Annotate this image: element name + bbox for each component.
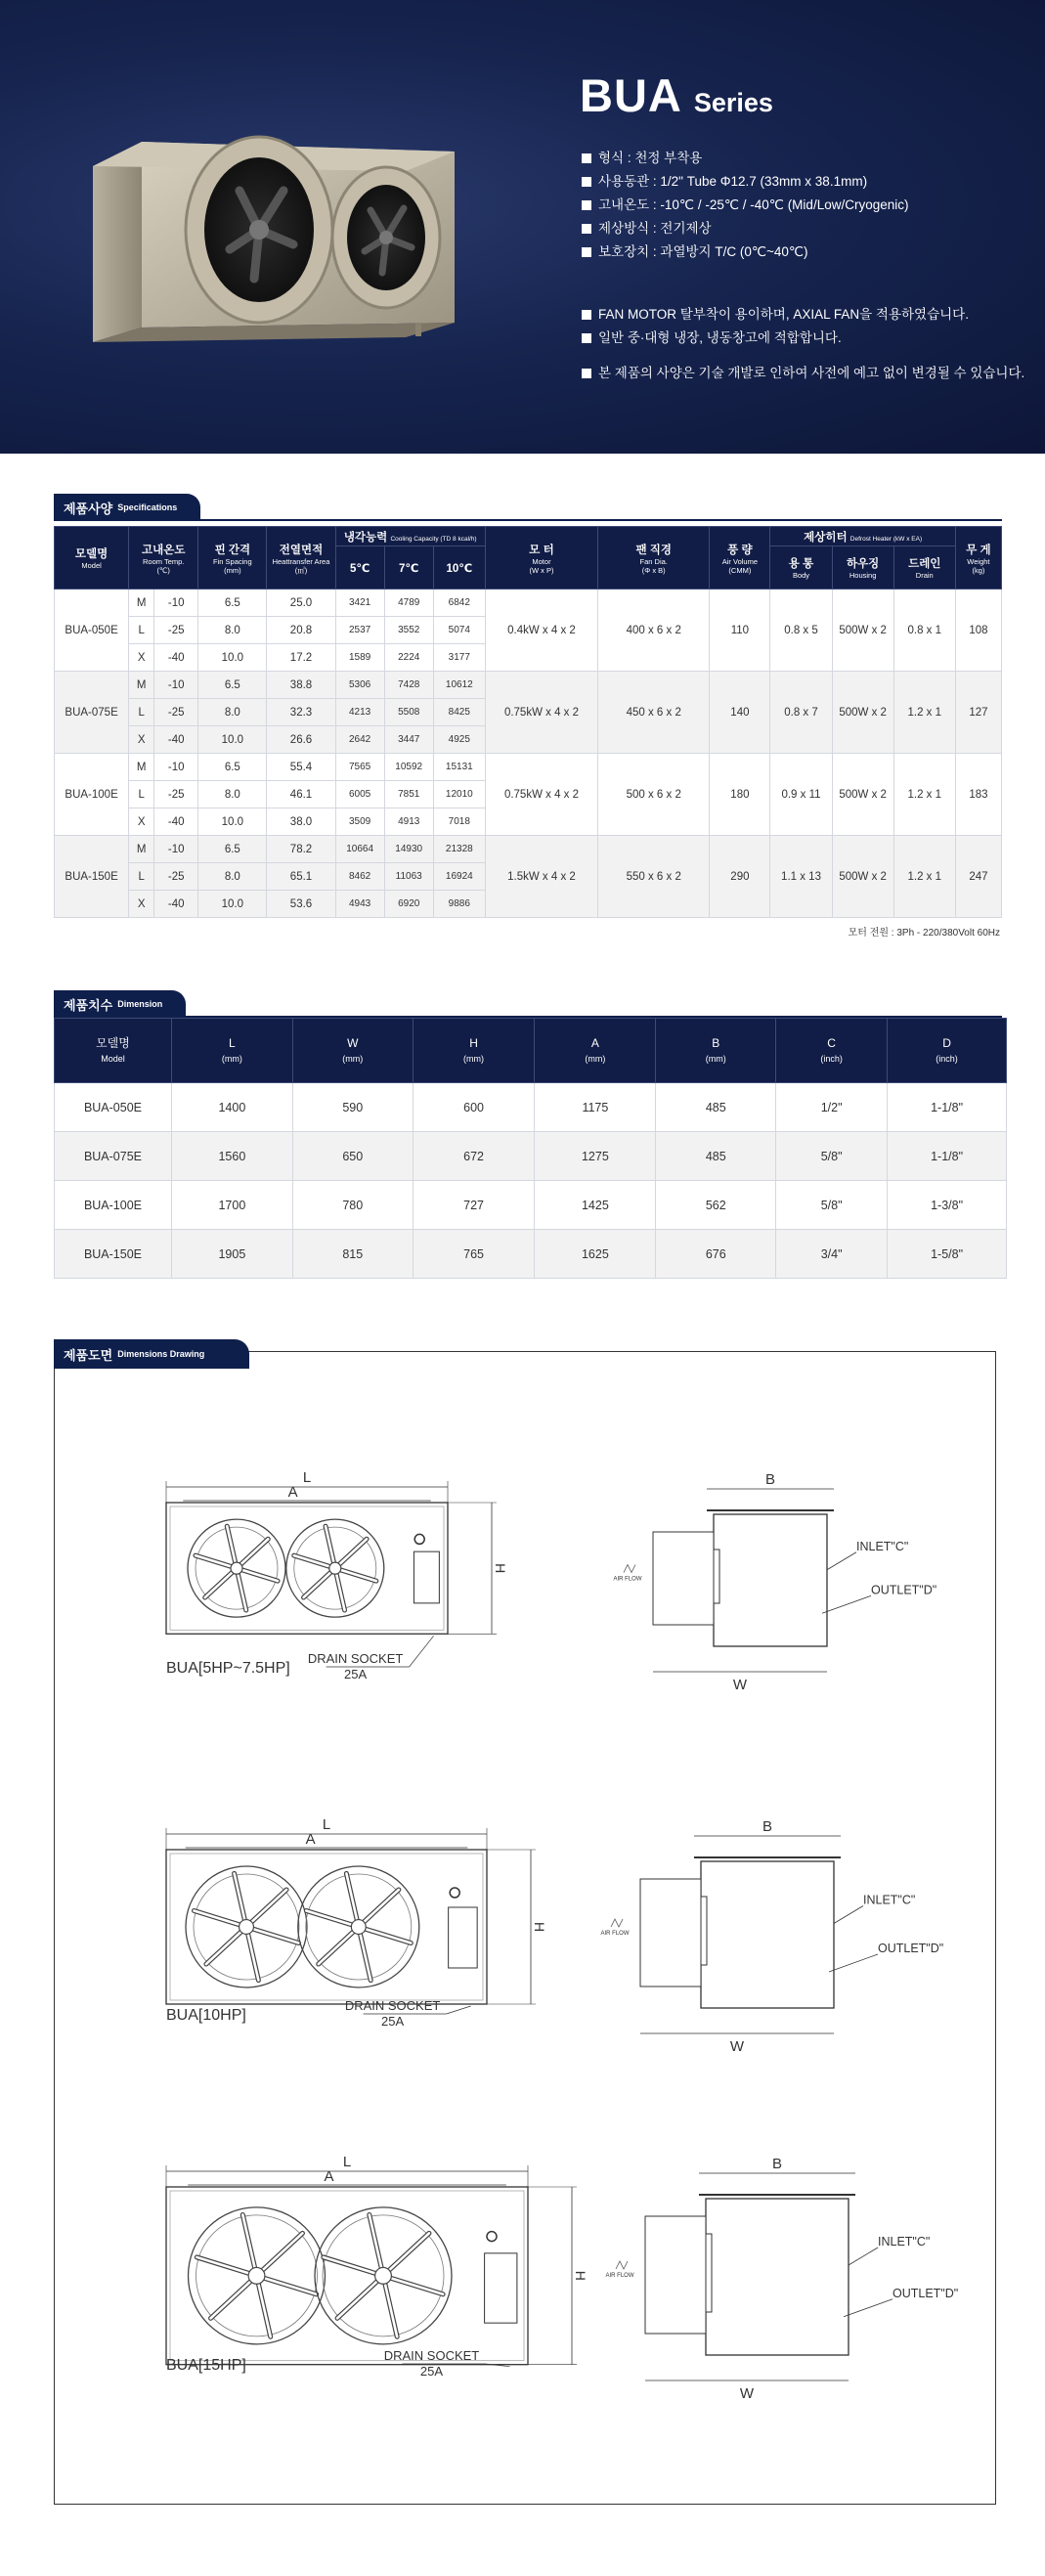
dim-cell: 765 [413,1230,535,1279]
cap7-cell: 10592 [384,754,433,781]
dim-col-header: B (mm) [656,1019,776,1083]
fan-hub [248,2267,265,2284]
cap10-cell: 15131 [433,754,485,781]
fan-cell: 450 x 6 x 2 [598,672,710,754]
drain-heater-cell: 1.2 x 1 [893,672,955,754]
cap10-cell: 6842 [433,589,485,617]
housing-heater-cell: 500W x 2 [832,836,893,918]
spec-item: 제상방식 : 전기제상 [582,217,1024,240]
fan-hub [231,1562,242,1574]
outlet-leader [822,1595,871,1613]
inlet-label: INLET"C" [863,1893,916,1907]
area-cell: 78.2 [267,836,335,863]
body-heater-cell: 1.1 x 13 [770,836,832,918]
cap5-cell: 2642 [335,726,384,754]
dim-cell: BUA-100E [55,1181,172,1230]
cap10-cell: 12010 [433,781,485,808]
dim-col-header: L (mm) [171,1019,292,1083]
feature-item: FAN MOTOR 탈부착이 용이하며, AXIAL FAN을 적용하였습니다. [582,303,1024,327]
class-cell: L [129,699,154,726]
dim-cell: 815 [292,1230,413,1279]
motor-cell: 1.5kW x 4 x 2 [485,836,597,918]
side-junction [706,2234,712,2312]
class-cell: X [129,726,154,754]
junction-box [485,2253,517,2323]
col-heater: 제상히터 Defrost Heater (kW x EA) [770,527,955,546]
col-air: 풍 량 Air Volume (CMM) [710,527,770,589]
col-area: 전열면적 Heattransfer Area (㎡) [267,527,335,589]
cap10-cell: 4925 [433,726,485,754]
fan-shroud [645,2216,706,2334]
dim-label-B: B [764,1471,776,1488]
weight-cell: 247 [955,836,1001,918]
dim-cell: 1275 [535,1132,656,1181]
fan-shroud [640,1879,701,1987]
drain-socket-label: DRAIN SOCKET [307,1651,404,1666]
dim-cell: 1-1/8" [888,1083,1007,1132]
motor-power-note: 모터 전원 : 3Ph - 220/380Volt 60Hz [848,928,1000,939]
cap7-cell: 3552 [384,617,433,644]
air-flow-label: AIR FLOW [605,2273,634,2279]
area-cell: 55.4 [267,754,335,781]
air-flow-label: AIR FLOW [600,1931,630,1937]
cap10-cell: 5074 [433,617,485,644]
col-cap-5: 5℃ [335,546,384,589]
temp-cell: -25 [154,863,198,891]
cap5-cell: 2537 [335,617,384,644]
inlet-leader [849,2248,878,2265]
fan-cell: 400 x 6 x 2 [598,589,710,672]
air-cell: 180 [710,754,770,836]
dim-cell: 672 [413,1132,535,1181]
cap7-cell: 3447 [384,726,433,754]
dim-label-L: L [342,2154,352,2170]
temp-cell: -40 [154,644,198,672]
temp-cell: -10 [154,836,198,863]
front-view-drawing [166,2154,588,2379]
dim-cell: 600 [413,1083,535,1132]
air-cell: 290 [710,836,770,918]
dim-cell: 727 [413,1181,535,1230]
cap10-cell: 9886 [433,891,485,918]
side-view-drawing [600,1818,943,2055]
side-body [706,2199,849,2355]
side-junction [714,1550,719,1603]
unit-body-outline [166,1850,487,2004]
dim-cell: 1700 [171,1181,292,1230]
cap5-cell: 4213 [335,699,384,726]
drain-heater-cell: 1.2 x 1 [893,754,955,836]
dim-label-H: H [532,1921,547,1933]
area-cell: 53.6 [267,891,335,918]
weight-cell: 108 [955,589,1001,672]
front-view-drawing [166,1816,547,2029]
area-cell: 20.8 [267,617,335,644]
spec-item: 형식 : 천정 부착용 [582,147,1024,170]
dim-col-header: A (mm) [535,1019,656,1083]
weight-cell: 127 [955,672,1001,754]
cap5-cell: 3509 [335,808,384,836]
fin-cell: 8.0 [198,699,267,726]
dim-col-header: W (mm) [292,1019,413,1083]
cap7-cell: 7851 [384,781,433,808]
spec-section-title: 제품사양 Specifications [54,494,200,521]
motor-cell: 0.75kW x 4 x 2 [485,672,597,754]
cap7-cell: 14930 [384,836,433,863]
cable-gland [414,1534,424,1544]
air-cell: 140 [710,672,770,754]
body-heater-cell: 0.9 x 11 [770,754,832,836]
dim-cell: 1560 [171,1132,292,1181]
class-cell: X [129,644,154,672]
motor-cell: 0.4kW x 4 x 2 [485,589,597,672]
motor-cell: 0.75kW x 4 x 2 [485,754,597,836]
outlet-label: OUTLET"D" [871,1583,937,1597]
fin-cell: 10.0 [198,808,267,836]
col-body: 용 통 Body [770,546,832,589]
class-cell: L [129,781,154,808]
dim-label-W: W [732,1677,748,1693]
model-cell: BUA-150E [55,836,129,918]
outlet-label: OUTLET"D" [893,2286,959,2300]
dim-cell: 1175 [535,1083,656,1132]
col-temp: 고내온도 Room Temp. (℃) [129,527,198,589]
fin-cell: 10.0 [198,726,267,754]
cap10-cell: 16924 [433,863,485,891]
dim-cell: 1-5/8" [888,1230,1007,1279]
fan-hub [239,1920,254,1935]
cap5-cell: 3421 [335,589,384,617]
cable-gland [487,2232,497,2242]
model-cell: BUA-075E [55,672,129,754]
fan-hub [375,2267,392,2284]
temp-cell: -40 [154,808,198,836]
dim-label-L: L [302,1469,312,1486]
dim-label-L: L [322,1816,331,1833]
cap5-cell: 1589 [335,644,384,672]
cap5-cell: 6005 [335,781,384,808]
dim-cell: 5/8" [776,1132,888,1181]
dim-cell: 485 [656,1132,776,1181]
drain-socket-label: DRAIN SOCKET [383,2348,480,2363]
outlet-leader [829,1954,878,1972]
fin-cell: 8.0 [198,863,267,891]
temp-cell: -10 [154,672,198,699]
fin-cell: 6.5 [198,589,267,617]
body-heater-cell: 0.8 x 5 [770,589,832,672]
inlet-label: INLET"C" [878,2235,931,2249]
side-junction [701,1897,707,1965]
dim-cell: 562 [656,1181,776,1230]
fan-cell: 500 x 6 x 2 [598,754,710,836]
fin-cell: 6.5 [198,754,267,781]
cap7-cell: 6920 [384,891,433,918]
fin-cell: 6.5 [198,836,267,863]
unit-body-outline [166,2187,528,2365]
fin-cell: 10.0 [198,891,267,918]
product-title: BUA Series [580,69,773,121]
temp-cell: -10 [154,754,198,781]
junction-box [449,1907,478,1968]
inlet-leader [834,1906,863,1924]
area-cell: 26.6 [267,726,335,754]
drain-heater-cell: 1.2 x 1 [893,836,955,918]
cap10-cell: 7018 [433,808,485,836]
model-cell: BUA-050E [55,589,129,672]
drain-socket-label: DRAIN SOCKET [344,1998,441,2013]
class-cell: X [129,808,154,836]
cap7-cell: 4789 [384,589,433,617]
spec-item: 고내온도 : -10℃ / -25℃ / -40℃ (Mid/Low/Cryogenic) [582,194,1024,217]
col-fan: 팬 직경 Fan Dia. (Φ x B) [598,527,710,589]
dim-cell: 5/8" [776,1181,888,1230]
fin-cell: 10.0 [198,644,267,672]
dim-cell: BUA-075E [55,1132,172,1181]
col-fin: 핀 간격 Fin Spacing (mm) [198,527,267,589]
cap7-cell: 4913 [384,808,433,836]
cap10-cell: 10612 [433,672,485,699]
area-cell: 32.3 [267,699,335,726]
dim-label-A: A [324,2168,334,2185]
cap5-cell: 7565 [335,754,384,781]
notice-item: 본 제품의 사양은 기술 개발로 인하여 사전에 예고 없이 변경될 수 있습니다. [582,362,1024,385]
drawing-model-label: BUA[5HP~7.5HP] [166,1660,290,1677]
dim-cell: BUA-050E [55,1083,172,1132]
drain-heater-cell: 0.8 x 1 [893,589,955,672]
spec-item: 사용동관 : 1/2" Tube Φ12.7 (33mm x 38.1mm) [582,170,1024,194]
dim-cell: 1/2" [776,1083,888,1132]
junction-box [414,1551,439,1603]
inlet-leader [827,1552,856,1570]
air-flow-icon [624,1565,635,1573]
cap5-cell: 5306 [335,672,384,699]
temp-cell: -40 [154,726,198,754]
fan-hub [329,1562,341,1574]
dim-label-A: A [287,1484,298,1501]
drain-size-label: 25A [381,2014,405,2029]
weight-cell: 183 [955,754,1001,836]
drawing-section-title: 제품도면 Dimensions Drawing [54,1339,249,1369]
temp-cell: -25 [154,699,198,726]
area-cell: 46.1 [267,781,335,808]
cap7-cell: 2224 [384,644,433,672]
cap7-cell: 11063 [384,863,433,891]
fin-cell: 8.0 [198,781,267,808]
cap5-cell: 8462 [335,863,384,891]
dim-cell: 590 [292,1083,413,1132]
dim-label-H: H [573,2270,588,2281]
fin-cell: 6.5 [198,672,267,699]
unit-body-outline [166,1503,448,1634]
dim-cell: 1400 [171,1083,292,1132]
dim-cell: 1-1/8" [888,1132,1007,1181]
outlet-label: OUTLET"D" [878,1942,944,1955]
front-view-drawing [166,1469,508,1681]
class-cell: M [129,836,154,863]
side-view-drawing [613,1471,936,1693]
dim-cell: 676 [656,1230,776,1279]
side-body [714,1514,827,1646]
dim-cell: 1625 [535,1230,656,1279]
class-cell: L [129,617,154,644]
drawing-model-label: BUA[10HP] [166,2007,246,2024]
area-cell: 65.1 [267,863,335,891]
dim-cell: 485 [656,1083,776,1132]
dim-cell: 1905 [171,1230,292,1279]
cap5-cell: 10664 [335,836,384,863]
dim-cell: 650 [292,1132,413,1181]
feature-item: 일반 중·대형 냉장, 냉동창고에 적합합니다. [582,327,1024,350]
air-flow-icon [611,1919,623,1927]
dim-label-A: A [305,1831,316,1848]
fan-hub [351,1920,366,1935]
dim-cell: BUA-150E [55,1230,172,1279]
air-flow-label: AIR FLOW [613,1576,642,1583]
side-view-drawing [605,2156,958,2402]
dim-label-B: B [762,1818,773,1835]
model-cell: BUA-100E [55,754,129,836]
dim-label-B: B [771,2156,783,2172]
dim-section-title: 제품치수 Dimension [54,990,186,1018]
dim-col-header: 모델명 Model [55,1019,172,1083]
spec-item: 보호장치 : 과열방지 T/C (0℃~40℃) [582,240,1024,264]
class-cell: M [129,672,154,699]
col-cap-7: 7℃ [384,546,433,589]
housing-heater-cell: 500W x 2 [832,672,893,754]
dim-cell: 1-3/8" [888,1181,1007,1230]
dim-col-header: C (inch) [776,1019,888,1083]
air-flow-icon [616,2261,628,2269]
class-cell: M [129,754,154,781]
cap10-cell: 8425 [433,699,485,726]
air-cell: 110 [710,589,770,672]
area-cell: 25.0 [267,589,335,617]
outlet-leader [844,2299,893,2317]
dim-label-W: W [729,2038,745,2055]
housing-heater-cell: 500W x 2 [832,589,893,672]
side-body [701,1861,834,2008]
drain-size-label: 25A [344,1667,368,1681]
col-cap-10: 10℃ [433,546,485,589]
class-cell: L [129,863,154,891]
body-heater-cell: 0.8 x 7 [770,672,832,754]
class-cell: M [129,589,154,617]
cap10-cell: 3177 [433,644,485,672]
fin-cell: 8.0 [198,617,267,644]
inlet-label: INLET"C" [856,1539,909,1553]
temp-cell: -40 [154,891,198,918]
cable-gland [450,1888,459,1898]
series-label: Series [693,88,773,117]
col-capacity: 냉각능력 Cooling Capacity (TD 8 kcal/h) [335,527,485,546]
temp-cell: -25 [154,781,198,808]
fan-cell: 550 x 6 x 2 [598,836,710,918]
fan-shroud [653,1532,714,1625]
dim-col-header: D (inch) [888,1019,1007,1083]
class-cell: X [129,891,154,918]
col-motor: 모 터 Motor (W x P) [485,527,597,589]
dim-cell: 1425 [535,1181,656,1230]
drain-leader [410,1636,434,1667]
col-model: 모델명 Model [55,527,129,589]
dim-col-header: H (mm) [413,1019,535,1083]
drain-leader [447,2006,471,2014]
area-cell: 38.8 [267,672,335,699]
col-housing: 하우징 Housing [832,546,893,589]
cap10-cell: 21328 [433,836,485,863]
cap7-cell: 7428 [384,672,433,699]
dim-label-W: W [739,2385,755,2402]
temp-cell: -25 [154,617,198,644]
dim-cell: 780 [292,1181,413,1230]
temp-cell: -10 [154,589,198,617]
area-cell: 38.0 [267,808,335,836]
cap7-cell: 5508 [384,699,433,726]
area-cell: 17.2 [267,644,335,672]
col-drain: 드레인 Drain [893,546,955,589]
col-weight: 무 게 Weight (kg) [955,527,1001,589]
drawing-model-label: BUA[15HP] [166,2357,246,2374]
dim-label-H: H [493,1563,508,1574]
housing-heater-cell: 500W x 2 [832,754,893,836]
cap5-cell: 4943 [335,891,384,918]
drain-size-label: 25A [419,2364,444,2379]
dim-cell: 3/4" [776,1230,888,1279]
